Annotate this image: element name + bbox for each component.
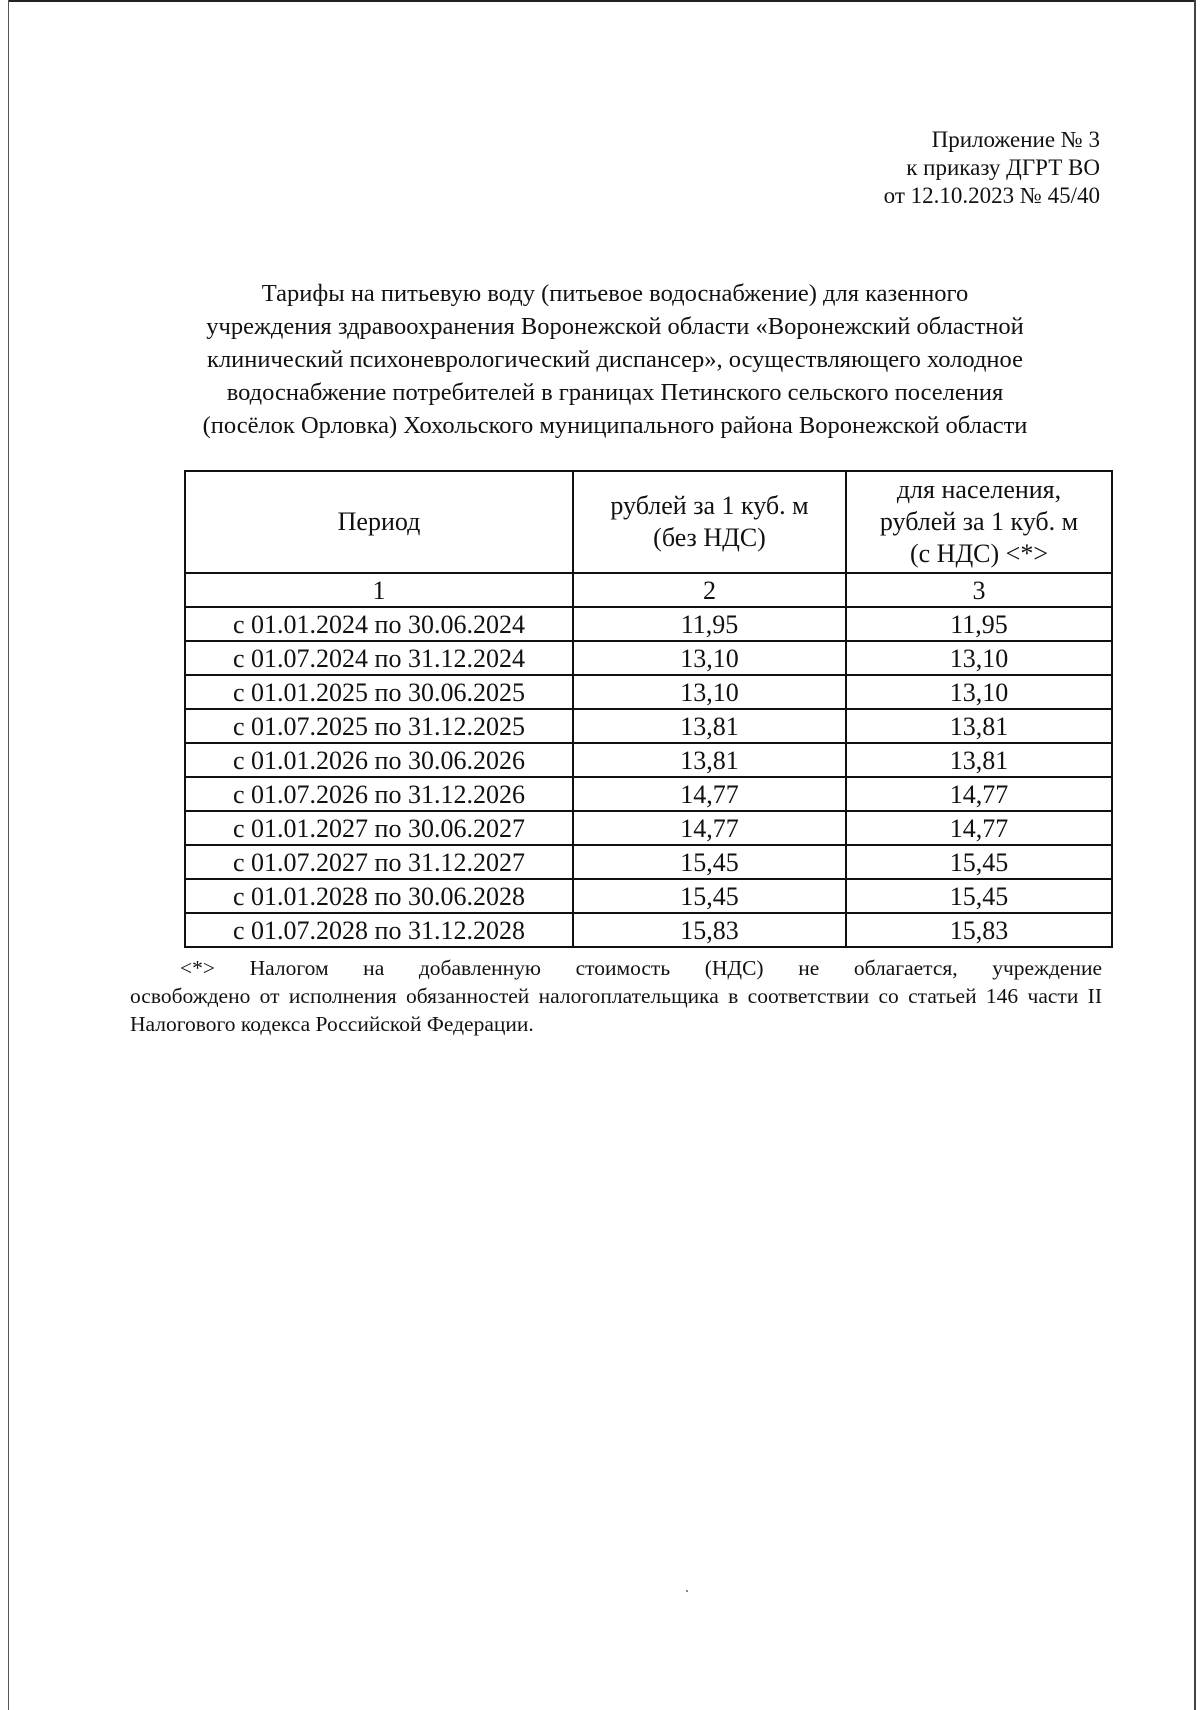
table-row [185, 845, 1112, 879]
column-number: 1 [185, 573, 573, 607]
price-population-cell: 13,10 [846, 675, 1112, 709]
period-cell: с 01.01.2027 по 30.06.2027 [185, 811, 573, 845]
period-cell: с 01.07.2024 по 31.12.2024 [185, 641, 573, 675]
header-price-without-vat [573, 471, 846, 573]
price-without-vat-cell: 13,81 [573, 743, 846, 777]
period-cell: с 01.01.2024 по 30.06.2024 [185, 607, 573, 641]
period-cell: с 01.07.2028 по 31.12.2028 [185, 913, 573, 947]
footnote [130, 954, 1102, 1038]
price-without-vat-cell: 14,77 [573, 777, 846, 811]
period-cell: с 01.01.2025 по 30.06.2025 [185, 675, 573, 709]
price-population-cell: 15,45 [846, 845, 1112, 879]
header-line: (без НДС) [653, 523, 766, 552]
price-population-cell: 11,95 [846, 607, 1112, 641]
price-without-vat-cell: 15,45 [573, 845, 846, 879]
scan-border [8, 0, 9, 1710]
table-row [185, 879, 1112, 913]
header-line: (с НДС) <*> [909, 539, 1049, 568]
appendix-number: Приложение № 3 [931, 127, 1100, 152]
table-row [185, 913, 1112, 947]
period-cell: с 01.07.2027 по 31.12.2027 [185, 845, 573, 879]
period-cell: с 01.07.2025 по 31.12.2025 [185, 709, 573, 743]
price-without-vat-cell: 13,81 [573, 709, 846, 743]
footnote-rest: освобождено от исполнения обязанностей налогоплательщика в соответствии со статьей 146 части II Налогового кодекса Российской Федерации. [130, 984, 1102, 1036]
period-cell: с 01.01.2026 по 30.06.2026 [185, 743, 573, 777]
table-row [185, 811, 1112, 845]
scan-border [8, 0, 1196, 2]
title-line: учреждения здравоохранения Воронежской области «Воронежский областной [206, 313, 1024, 340]
table-row [185, 709, 1112, 743]
appendix-order-date: от 12.10.2023 № 45/40 [883, 183, 1100, 208]
header-line: рублей за 1 куб. м [610, 491, 809, 520]
scan-border [1194, 0, 1196, 1710]
column-number: 2 [573, 573, 846, 607]
period-cell: с 01.07.2026 по 31.12.2026 [185, 777, 573, 811]
price-population-cell: 13,81 [846, 709, 1112, 743]
price-without-vat-cell: 11,95 [573, 607, 846, 641]
footnote-first-line: <*> Налогом на добавленную стоимость (НДС) не облагается, учреждение [180, 956, 1102, 980]
price-without-vat-cell: 13,10 [573, 675, 846, 709]
title-line: Тарифы на питьевую воду (питьевое водоснабжение) для казенного [261, 280, 969, 307]
price-population-cell: 15,45 [846, 879, 1112, 913]
appendix-order-ref: к приказу ДГРТ ВО [906, 155, 1100, 180]
column-number-row [185, 573, 1112, 607]
scan-speck [686, 1590, 688, 1592]
table-header-row [185, 471, 1112, 573]
price-population-cell: 14,77 [846, 777, 1112, 811]
table-row [185, 607, 1112, 641]
price-without-vat-cell: 14,77 [573, 811, 846, 845]
table-row [185, 675, 1112, 709]
header-line: для населения, [896, 475, 1062, 504]
price-without-vat-cell: 15,83 [573, 913, 846, 947]
title-line: (посёлок Орловка) Хохольского муниципального района Воронежской области [202, 412, 1028, 439]
table-row [185, 777, 1112, 811]
title-line: водоснабжение потребителей в границах Петинского сельского поселения [226, 379, 1004, 406]
price-population-cell: 13,10 [846, 641, 1112, 675]
price-population-cell: 13,81 [846, 743, 1112, 777]
price-without-vat-cell: 13,10 [573, 641, 846, 675]
tariff-table [184, 470, 1113, 948]
appendix-header [884, 126, 1100, 210]
period-cell: с 01.01.2028 по 30.06.2028 [185, 879, 573, 913]
header-line: рублей за 1 куб. м [879, 507, 1079, 536]
price-population-cell: 15,83 [846, 913, 1112, 947]
header-period: Период [185, 471, 573, 573]
header-price-population [846, 471, 1112, 573]
price-without-vat-cell: 15,45 [573, 879, 846, 913]
title-line: клинический психоневрологический диспансер», осуществляющего холодное [207, 346, 1023, 373]
table-row [185, 641, 1112, 675]
table-row [185, 743, 1112, 777]
document-title [120, 277, 1110, 442]
price-population-cell: 14,77 [846, 811, 1112, 845]
column-number: 3 [846, 573, 1112, 607]
